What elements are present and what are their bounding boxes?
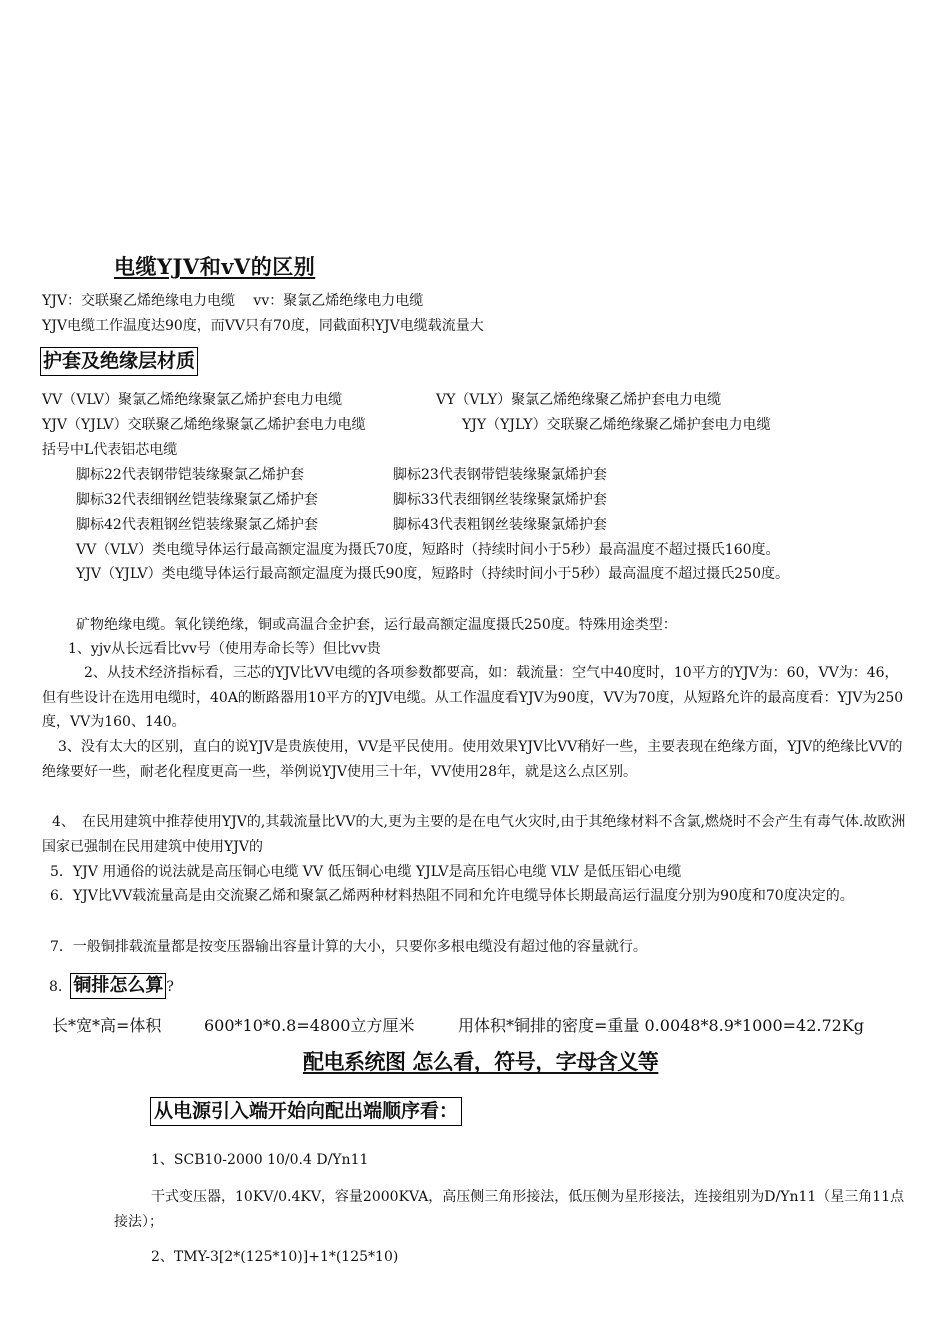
section-8-suffix: ? — [166, 979, 174, 995]
section-8-heading — [49, 972, 174, 1002]
section-8-number: 8. — [49, 979, 63, 995]
volume-calculation: 600*10*0.8=4800立方厘米 — [204, 1016, 415, 1035]
yjv-temperature-note: YJV（YJLV）类电缆导体运行最高额定温度为摄氏90度，短路时（持续时间小于5秒）最高温度不超过摄氏250度。 — [76, 566, 790, 582]
cable-type-yjv: YJV（YJLV）交联聚乙烯绝缘聚氯乙烯护套电力电缆 — [42, 417, 366, 433]
weight-calculation: 用体积*铜排的密度=重量 0.0048*8.9*1000=42.72Kg — [458, 1016, 865, 1035]
cable-type-vy: VY（VLY）聚氯乙烯绝缘聚乙烯护套电力电缆 — [436, 392, 722, 408]
copper-bar-heading: 铜排怎么算 — [70, 973, 166, 999]
yjv-definition: YJV：交联聚乙烯绝缘电力电缆 — [42, 293, 235, 309]
intro-line-2: YJV电缆工作温度达90度，而VV只有70度，同截面积YJV电缆载流量大 — [42, 318, 484, 334]
distribution-diagram-title: 配电系统图 怎么看，符号，字母含义等 — [303, 1050, 659, 1074]
footnote-32: 脚标32代表细钢丝铠装缘聚氯乙烯护套 — [76, 492, 318, 508]
footnote-23: 脚标23代表钢带铠装缘聚氯烯护套 — [393, 467, 607, 483]
reading-order-heading: 从电源引入端开始向配出端顺序看： — [150, 1097, 462, 1126]
volume-formula: 长*宽*高=体积 — [52, 1016, 162, 1035]
point-4: 4、 在民用建筑中推荐使用YJV的,其载流量比VV的大,更为主要的是在电气火灾时,由于其绝缘材料不含氯,燃烧时不会产生有毒气体.故欧洲国家已强制在民用建筑中使用YJV的 — [42, 814, 906, 855]
page-title: 电缆YJV和vV的区别 — [114, 254, 316, 279]
transformer-model: 1、SCB10-2000 10/0.4 D/Yn11 — [151, 1152, 369, 1168]
section-heading-materials: 护套及绝缘层材质 — [40, 347, 198, 376]
cable-type-yjy: YJY（YJLY）交联聚乙烯绝缘聚乙烯护套电力电缆 — [462, 417, 771, 433]
footnote-42: 脚标42代表粗钢丝铠装缘聚氯乙烯护套 — [76, 517, 318, 533]
mineral-cable-note: 矿物绝缘电缆。氧化镁绝缘，铜或高温合金护套，运行最高额定温度摄氏250度。特殊用途类型： — [76, 617, 677, 633]
cable-type-vv: VV（VLV）聚氯乙烯绝缘聚氯乙烯护套电力电缆 — [42, 392, 343, 408]
aluminium-note: 括号中L代表铝芯电缆 — [42, 442, 178, 458]
vv-definition: vv：聚氯乙烯绝缘电力电缆 — [253, 293, 424, 309]
point-2: 2、从技术经济指标看，三芯的YJV比VV电缆的各项参数都要高，如：载流量：空气中40度时，10平方的YJV为：60，VV为：46，但有些设计在选用电缆时，40A的断路器用10平方的YJV电缆。从工作温度看YJV为90度，VV为70度，从短路允许的最高度看：YJV为250度，VV为160、140。 — [42, 665, 904, 730]
footnote-22: 脚标22代表钢带铠装缘聚氯乙烯护套 — [76, 467, 304, 483]
busbar-model: 2、TMY-3[2*(125*10)]+1*(125*10) — [151, 1249, 399, 1265]
point-1: 1、yjv从长远看比vv号（使用寿命长等）但比vv贵 — [68, 641, 381, 657]
vv-temperature-note: VV（VLV）类电缆导体运行最高额定温度为摄氏70度，短路时（持续时间小于5秒）最高温度不超过摄氏160度。 — [76, 542, 780, 558]
intro-line-1 — [42, 290, 423, 312]
point-3: 3、没有太大的区别，直白的说YJV是贵族使用，VV是平民使用。使用效果YJV比VV稍好一些，主要表现在绝缘方面，YJV的绝缘比VV的绝缘要好一些，耐老化程度更高一些，举例说YJV使用三十年，VV使用28年，就是这么点区别。 — [42, 739, 903, 780]
point-5: 5．YJV 用通俗的说法就是高压铜心电缆 VV 低压铜心电缆 YJLV是高压铝心电缆 VLV 是低压铝心电缆 — [50, 864, 682, 880]
point-6: 6．YJV比VV载流量高是由交流聚乙烯和聚氯乙烯两种材料热阻不同和允许电缆导体长期最高运行温度分别为90度和70度决定的。 — [50, 888, 854, 904]
transformer-description: 干式变压器，10KV/0.4KV，容量2000KVA，高压侧三角形接法，低压侧为星形接法，连接组别为D/Yn11（星三角11点接法）； — [114, 1189, 905, 1230]
point-7: 7．一般铜排载流量都是按变压器输出容量计算的大小，只要你多根电缆没有超过他的容量就行。 — [50, 939, 647, 955]
footnote-43: 脚标43代表粗钢丝装缘聚氯烯护套 — [393, 517, 607, 533]
footnote-33: 脚标33代表细钢丝装缘聚氯烯护套 — [393, 492, 607, 508]
